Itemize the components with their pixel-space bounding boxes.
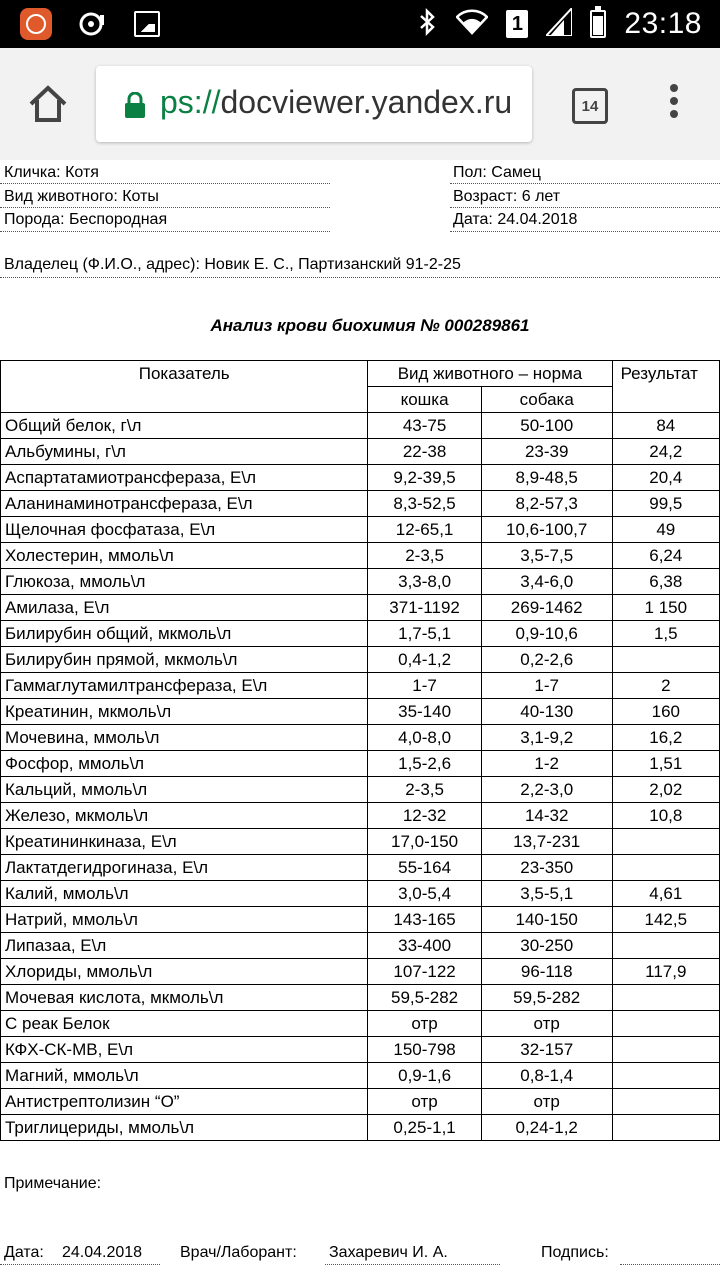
cell-cat-norm: 150-798 (368, 1037, 481, 1063)
footer-signature-label: Подпись: (541, 1244, 609, 1261)
cell-dog-norm: 96-118 (481, 959, 612, 985)
url-text[interactable] (160, 84, 512, 121)
cell-indicator: Триглицериды, ммоль\л (1, 1115, 368, 1141)
cell-cat-norm: 59,5-282 (368, 985, 481, 1011)
header-cat: кошка (368, 387, 481, 413)
menu-icon[interactable] (666, 84, 682, 124)
cell-indicator: КФХ-СК-МВ, Е\л (1, 1037, 368, 1063)
cell-dog-norm: отр (481, 1011, 612, 1037)
sim-icon: 1 (506, 10, 528, 38)
cell-indicator: Альбумины, г\л (1, 439, 368, 465)
footer-date-label: Дата: (4, 1244, 44, 1261)
cell-indicator: Глюкоза, ммоль\л (1, 569, 368, 595)
cell-result (612, 1063, 719, 1089)
document-view[interactable] (0, 160, 720, 1280)
cell-result: 24,2 (612, 439, 719, 465)
cell-indicator: Креатининкиназа, Е\л (1, 829, 368, 855)
cell-result (612, 1037, 719, 1063)
cell-indicator: Лактатдегидрогиназа, Е\л (1, 855, 368, 881)
patient-date: Дата: 24.04.2018 (453, 211, 578, 228)
table-row (1, 803, 720, 829)
cell-indicator: Железо, мкмоль\л (1, 803, 368, 829)
table-row (1, 881, 720, 907)
cell-result: 2 (612, 673, 719, 699)
footer-doctor-value: Захаревич И. А. (329, 1244, 448, 1261)
cell-result: 2,02 (612, 777, 719, 803)
cell-result (612, 1011, 719, 1037)
cell-dog-norm: 0,2-2,6 (481, 647, 612, 673)
table-row (1, 621, 720, 647)
cell-cat-norm: 107-122 (368, 959, 481, 985)
cell-cat-norm: 1,7-5,1 (368, 621, 481, 647)
cell-dog-norm: 23-39 (481, 439, 612, 465)
tab-switcher-button[interactable]: 14 (572, 88, 608, 124)
cell-cat-norm: 12-65,1 (368, 517, 481, 543)
header-norm: Вид животного – норма (368, 361, 612, 387)
cell-dog-norm: отр (481, 1089, 612, 1115)
cell-cat-norm: отр (368, 1011, 481, 1037)
patient-owner: Владелец (Ф.И.О., адрес): Новик Е. С., Партизанский 91-2-25 (4, 256, 461, 273)
cell-cat-norm: 1-7 (368, 673, 481, 699)
table-row (1, 413, 720, 439)
cell-result: 117,9 (612, 959, 719, 985)
cell-cat-norm: 371-1192 (368, 595, 481, 621)
cell-cat-norm: 3,3-8,0 (368, 569, 481, 595)
cell-dog-norm: 269-1462 (481, 595, 612, 621)
cell-dog-norm: 3,4-6,0 (481, 569, 612, 595)
header-indicator: Показатель (1, 361, 368, 413)
table-row (1, 699, 720, 725)
footer-date-value: 24.04.2018 (62, 1244, 143, 1261)
cell-result: 1,51 (612, 751, 719, 777)
disc-icon (78, 9, 108, 39)
cell-result: 10,8 (612, 803, 719, 829)
cell-dog-norm: 50-100 (481, 413, 612, 439)
patient-nickname: Кличка: Котя (4, 164, 99, 181)
cell-cat-norm: 22-38 (368, 439, 481, 465)
cell-indicator: Билирубин общий, мкмоль\л (1, 621, 368, 647)
cell-result: 4,61 (612, 881, 719, 907)
clock: 23:18 (624, 7, 702, 40)
cell-cat-norm: 17,0-150 (368, 829, 481, 855)
table-row (1, 1037, 720, 1063)
cell-result: 99,5 (612, 491, 719, 517)
cell-result (612, 1089, 719, 1115)
cell-cat-norm: 0,4-1,2 (368, 647, 481, 673)
cell-result: 49 (612, 517, 719, 543)
table-row (1, 543, 720, 569)
cell-indicator: Калий, ммоль\л (1, 881, 368, 907)
signal-icon (546, 8, 572, 41)
cell-cat-norm: 55-164 (368, 855, 481, 881)
cell-dog-norm: 10,6-100,7 (481, 517, 612, 543)
cell-indicator: Билирубин прямой, мкмоль\л (1, 647, 368, 673)
cell-cat-norm: 143-165 (368, 907, 481, 933)
address-bar[interactable] (96, 66, 532, 142)
cell-indicator: Кальций, ммоль\л (1, 777, 368, 803)
cell-indicator: Креатинин, мкмоль\л (1, 699, 368, 725)
patient-sex: Пол: Самец (453, 164, 541, 181)
cell-result: 6,24 (612, 543, 719, 569)
cell-indicator: Холестерин, ммоль\л (1, 543, 368, 569)
cell-indicator: Магний, ммоль\л (1, 1063, 368, 1089)
table-row (1, 465, 720, 491)
cell-cat-norm: 35-140 (368, 699, 481, 725)
footer-doctor-label: Врач/Лаборант: (180, 1244, 297, 1261)
table-row (1, 933, 720, 959)
cell-dog-norm: 3,5-7,5 (481, 543, 612, 569)
document-title: Анализ крови биохимия № 000289861 (210, 316, 530, 335)
table-row (1, 1063, 720, 1089)
table-row (1, 1115, 720, 1141)
home-button[interactable] (26, 82, 70, 126)
table-row (1, 985, 720, 1011)
cell-dog-norm: 23-350 (481, 855, 612, 881)
table-row (1, 517, 720, 543)
cell-indicator: Натрий, ммоль\л (1, 907, 368, 933)
wifi-icon (456, 9, 488, 40)
table-row (1, 777, 720, 803)
table-row (1, 673, 720, 699)
table-row (1, 725, 720, 751)
cell-indicator: Аланинаминотрансфераза, Е\л (1, 491, 368, 517)
cell-result (612, 1115, 719, 1141)
cell-cat-norm: 2-3,5 (368, 543, 481, 569)
cell-indicator: Гаммаглутамилтрансфераза, Е\л (1, 673, 368, 699)
cell-result (612, 855, 719, 881)
table-row (1, 829, 720, 855)
cell-cat-norm: 33-400 (368, 933, 481, 959)
cell-dog-norm: 3,1-9,2 (481, 725, 612, 751)
cell-indicator: Антистрептолизин “О” (1, 1089, 368, 1115)
cell-result (612, 647, 719, 673)
cell-dog-norm: 0,9-10,6 (481, 621, 612, 647)
cell-result: 20,4 (612, 465, 719, 491)
header-dog: собака (481, 387, 612, 413)
patient-species: Вид животного: Коты (4, 188, 159, 205)
cell-dog-norm: 0,8-1,4 (481, 1063, 612, 1089)
patient-age: Возраст: 6 лет (453, 188, 561, 205)
url-host: docviewer.yandex.ru (220, 84, 513, 120)
cell-cat-norm: 0,9-1,6 (368, 1063, 481, 1089)
home-icon (26, 82, 70, 126)
patient-breed: Порода: Беспородная (4, 211, 168, 228)
cell-indicator: Мочевая кислота, мкмоль\л (1, 985, 368, 1011)
cell-result: 16,2 (612, 725, 719, 751)
cell-result: 160 (612, 699, 719, 725)
cell-indicator: Общий белок, г\л (1, 413, 368, 439)
cell-result (612, 985, 719, 1011)
cell-dog-norm: 1-2 (481, 751, 612, 777)
cell-dog-norm: 2,2-3,0 (481, 777, 612, 803)
table-row (1, 907, 720, 933)
cell-dog-norm: 8,2-57,3 (481, 491, 612, 517)
cell-cat-norm: отр (368, 1089, 481, 1115)
header-result: Результат (612, 361, 719, 413)
cell-cat-norm: 43-75 (368, 413, 481, 439)
cell-result: 6,38 (612, 569, 719, 595)
cell-indicator: Щелочная фосфатаза, Е\л (1, 517, 368, 543)
table-row (1, 959, 720, 985)
cell-dog-norm: 13,7-231 (481, 829, 612, 855)
cell-indicator: С реак Белок (1, 1011, 368, 1037)
cell-dog-norm: 32-157 (481, 1037, 612, 1063)
cell-indicator: Хлориды, ммоль\л (1, 959, 368, 985)
table-row (1, 855, 720, 881)
cell-cat-norm: 0,25-1,1 (368, 1115, 481, 1141)
cell-indicator: Липазаа, Е\л (1, 933, 368, 959)
cell-result (612, 933, 719, 959)
cell-cat-norm: 4,0-8,0 (368, 725, 481, 751)
bluetooth-icon (418, 7, 438, 42)
app-icon (20, 8, 52, 40)
cell-dog-norm: 40-130 (481, 699, 612, 725)
status-bar (0, 0, 720, 48)
cell-result: 1 150 (612, 595, 719, 621)
cell-cat-norm: 2-3,5 (368, 777, 481, 803)
table-row (1, 647, 720, 673)
table-row (1, 569, 720, 595)
cell-dog-norm: 1-7 (481, 673, 612, 699)
cell-result: 84 (612, 413, 719, 439)
cell-indicator: Амилаза, Е\л (1, 595, 368, 621)
table-row (1, 439, 720, 465)
cell-dog-norm: 8,9-48,5 (481, 465, 612, 491)
cell-indicator: Аспартатамиотрансфераза, Е\л (1, 465, 368, 491)
cell-result (612, 829, 719, 855)
note-label: Примечание: (4, 1175, 102, 1192)
battery-icon (590, 10, 606, 38)
cell-indicator: Фосфор, ммоль\л (1, 751, 368, 777)
cell-dog-norm: 3,5-5,1 (481, 881, 612, 907)
cell-result: 142,5 (612, 907, 719, 933)
cell-cat-norm: 3,0-5,4 (368, 881, 481, 907)
cell-dog-norm: 59,5-282 (481, 985, 612, 1011)
cell-cat-norm: 8,3-52,5 (368, 491, 481, 517)
cell-dog-norm: 14-32 (481, 803, 612, 829)
url-scheme: ps:// (160, 84, 221, 120)
table-row (1, 1089, 720, 1115)
table-row (1, 491, 720, 517)
cell-result: 1,5 (612, 621, 719, 647)
results-table (0, 360, 720, 1141)
gallery-icon (134, 11, 160, 37)
cell-dog-norm: 0,24-1,2 (481, 1115, 612, 1141)
table-row (1, 751, 720, 777)
cell-dog-norm: 140-150 (481, 907, 612, 933)
lock-icon (124, 92, 146, 118)
cell-cat-norm: 9,2-39,5 (368, 465, 481, 491)
browser-toolbar (0, 48, 720, 160)
table-row (1, 595, 720, 621)
cell-indicator: Мочевина, ммоль\л (1, 725, 368, 751)
table-row (1, 1011, 720, 1037)
cell-cat-norm: 1,5-2,6 (368, 751, 481, 777)
cell-dog-norm: 30-250 (481, 933, 612, 959)
cell-cat-norm: 12-32 (368, 803, 481, 829)
